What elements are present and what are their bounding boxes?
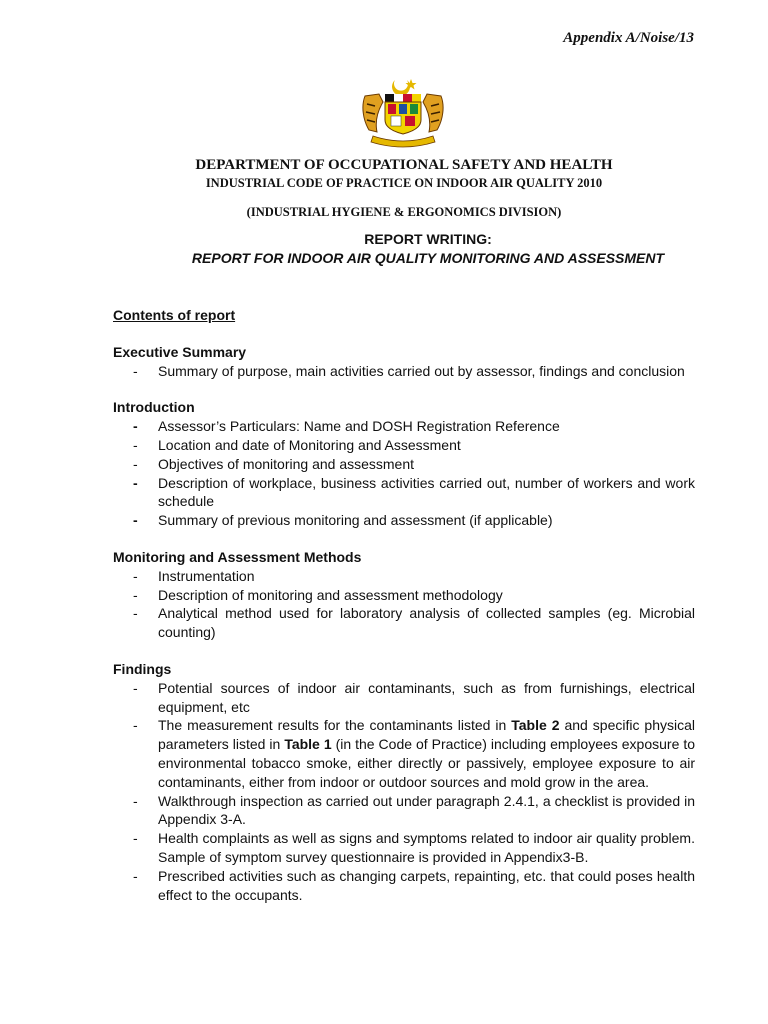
section-title: Executive Summary <box>113 343 247 360</box>
section-methods <box>113 548 695 642</box>
list-item: - Description of monitoring and assessment methodology <box>133 586 503 603</box>
list-item: - Walkthrough inspection as carried out under paragraph 2.4.1, a checklist is provided in Appendix 3-A. <box>133 792 695 828</box>
list-item: - Analytical method used for laboratory analysis of collected samples (eg. Microbial counting) <box>133 605 695 641</box>
list-item: - Prescribed activities such as changing carpets, repainting, etc. that could poses health effect to the occupants. <box>133 867 695 903</box>
list-item: - Assessor’s Particulars: Name and DOSH Registration Reference <box>133 418 560 435</box>
list-item: - Objectives of monitoring and assessment <box>133 455 415 472</box>
department-title: DEPARTMENT OF OCCUPATIONAL SAFETY AND HEALTH <box>195 157 613 173</box>
list-item: - Instrumentation <box>133 567 255 584</box>
section-title: Monitoring and Assessment Methods <box>113 548 362 565</box>
report-heading: REPORT WRITING: <box>364 231 492 247</box>
list-item: - Health complaints as well as signs and symptoms related to indoor air quality problem. Sample of symptom survey questionnaire is provided in Appendix3-B. <box>133 830 695 865</box>
list-item: - Summary of previous monitoring and assessment (if applicable) <box>133 512 553 529</box>
section-introduction <box>113 398 695 530</box>
code-title: INDUSTRIAL CODE OF PRACTICE ON INDOOR AIR QUALITY 2010 <box>205 176 603 190</box>
contents-title: Contents of report <box>113 307 236 323</box>
list-item: - The measurement results for the contaminants listed in Table 2 and specific physical parameters listed in Table 1 (in the Code of Practice) including employees exposure to environmental tobacco smoke, either directly or passively, employee exposure to air contaminants, either from indoor or outdoor sources and mold grow in the area. <box>133 717 696 790</box>
section-title: Introduction <box>113 399 195 416</box>
list-item: - Location and date of Monitoring and Assessment <box>133 436 461 453</box>
section-title: Findings <box>113 660 172 677</box>
list-item: - Description of workplace, business activities carried out, number of workers and work schedule <box>133 474 695 510</box>
report-contents <box>113 306 695 922</box>
section-findings <box>113 660 695 904</box>
report-subheading: REPORT FOR INDOOR AIR QUALITY MONITORING AND ASSESSMENT <box>191 250 665 266</box>
section-executive-summary <box>113 343 695 381</box>
malaysia-coat-of-arms-icon <box>355 76 451 148</box>
appendix-reference: Appendix A/Noise/13 <box>563 30 694 46</box>
list-item: - Summary of purpose, main activities carried out by assessor, findings and conclusion <box>133 362 685 379</box>
list-item: - Potential sources of indoor air contaminants, such as from furnishings, electrical equipment, etc <box>133 679 695 715</box>
division-title: (INDUSTRIAL HYGIENE & ERGONOMICS DIVISION) <box>246 205 562 219</box>
